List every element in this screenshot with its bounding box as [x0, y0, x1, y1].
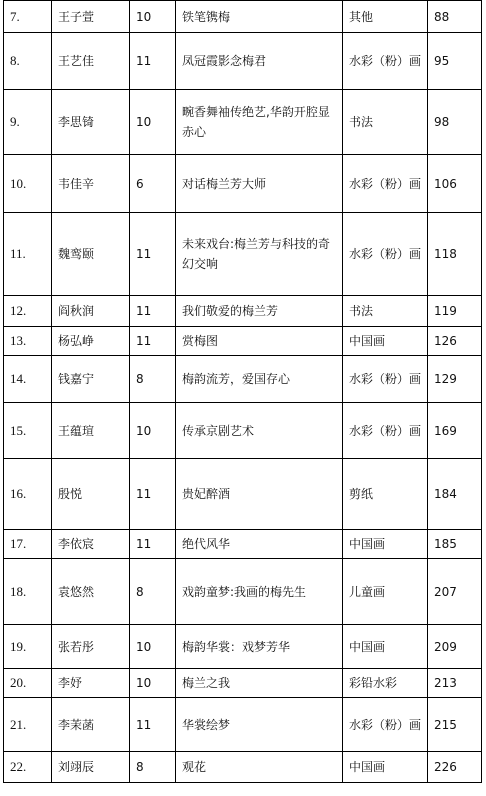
entry-number: 184 [428, 459, 482, 530]
row-number: 8. [4, 33, 52, 90]
artwork-title: 畹香舞袖传绝艺,华韵开腔显赤心 [176, 90, 343, 155]
artwork-title: 戏韵童梦:我画的梅先生 [176, 559, 343, 625]
student-name: 殷悦 [52, 459, 130, 530]
student-age: 11 [130, 530, 176, 559]
artwork-title: 贵妃醉酒 [176, 459, 343, 530]
student-age: 11 [130, 698, 176, 752]
entry-number: 213 [428, 669, 482, 698]
artwork-title: 绝代风华 [176, 530, 343, 559]
table-row [4, 296, 482, 327]
row-number: 10. [4, 155, 52, 213]
student-name: 阎秋润 [52, 296, 130, 327]
artwork-category: 其他 [343, 1, 428, 33]
student-age: 10 [130, 90, 176, 155]
row-number: 11. [4, 213, 52, 296]
row-number: 12. [4, 296, 52, 327]
row-number: 13. [4, 327, 52, 356]
student-age: 11 [130, 296, 176, 327]
student-name: 袁悠然 [52, 559, 130, 625]
table-row [4, 459, 482, 530]
table-row [4, 356, 482, 403]
table-row [4, 213, 482, 296]
artwork-title: 观花 [176, 752, 343, 783]
artwork-title: 赏梅图 [176, 327, 343, 356]
entry-number: 106 [428, 155, 482, 213]
student-age: 6 [130, 155, 176, 213]
row-number: 17. [4, 530, 52, 559]
artwork-category: 水彩（粉）画 [343, 213, 428, 296]
artwork-title: 梅兰之我 [176, 669, 343, 698]
artwork-category: 剪纸 [343, 459, 428, 530]
student-name: 张若彤 [52, 625, 130, 669]
table-row [4, 625, 482, 669]
artwork-title: 华裳绘梦 [176, 698, 343, 752]
entry-number: 88 [428, 1, 482, 33]
row-number: 15. [4, 403, 52, 459]
row-number: 18. [4, 559, 52, 625]
table-row [4, 33, 482, 90]
table-row [4, 327, 482, 356]
student-name: 王子萱 [52, 1, 130, 33]
student-name: 魏鸾颐 [52, 213, 130, 296]
entry-number: 215 [428, 698, 482, 752]
entry-number: 118 [428, 213, 482, 296]
student-name: 钱嘉宁 [52, 356, 130, 403]
artwork-title: 铁笔镌梅 [176, 1, 343, 33]
student-age: 8 [130, 752, 176, 783]
row-number: 22. [4, 752, 52, 783]
student-name: 李思锜 [52, 90, 130, 155]
student-age: 10 [130, 625, 176, 669]
artwork-category: 水彩（粉）画 [343, 155, 428, 213]
artwork-category: 中国画 [343, 625, 428, 669]
student-age: 11 [130, 459, 176, 530]
student-age: 8 [130, 559, 176, 625]
artwork-category: 中国画 [343, 530, 428, 559]
row-number: 7. [4, 1, 52, 33]
artwork-category: 水彩（粉）画 [343, 356, 428, 403]
entry-number: 129 [428, 356, 482, 403]
artwork-title: 梅韵流芳，爱国存心 [176, 356, 343, 403]
table-row [4, 155, 482, 213]
student-name: 杨弘峥 [52, 327, 130, 356]
row-number: 19. [4, 625, 52, 669]
entry-number: 126 [428, 327, 482, 356]
entry-number: 185 [428, 530, 482, 559]
artwork-category: 水彩（粉）画 [343, 698, 428, 752]
student-name: 王艺佳 [52, 33, 130, 90]
student-name: 王蕴瑄 [52, 403, 130, 459]
student-age: 10 [130, 403, 176, 459]
row-number: 20. [4, 669, 52, 698]
row-number: 9. [4, 90, 52, 155]
table-row [4, 698, 482, 752]
artwork-title: 未来戏台:梅兰芳与科技的奇幻交响 [176, 213, 343, 296]
table-row [4, 90, 482, 155]
table-row [4, 530, 482, 559]
results-table [3, 0, 482, 783]
artwork-title: 对话梅兰芳大师 [176, 155, 343, 213]
results-table-body [4, 1, 482, 783]
artwork-title: 我们敬爱的梅兰芳 [176, 296, 343, 327]
student-name: 韦佳辛 [52, 155, 130, 213]
entry-number: 98 [428, 90, 482, 155]
artwork-category: 书法 [343, 296, 428, 327]
row-number: 16. [4, 459, 52, 530]
artwork-category: 水彩（粉）画 [343, 33, 428, 90]
entry-number: 226 [428, 752, 482, 783]
artwork-category: 书法 [343, 90, 428, 155]
artwork-category: 儿童画 [343, 559, 428, 625]
table-row [4, 559, 482, 625]
table-row [4, 669, 482, 698]
artwork-title: 梅韵华裳：戏梦芳华 [176, 625, 343, 669]
entry-number: 169 [428, 403, 482, 459]
artwork-category: 中国画 [343, 327, 428, 356]
student-name: 李依宸 [52, 530, 130, 559]
student-age: 8 [130, 356, 176, 403]
student-age: 10 [130, 1, 176, 33]
artwork-title: 传承京剧艺术 [176, 403, 343, 459]
student-age: 10 [130, 669, 176, 698]
student-name: 李茉菡 [52, 698, 130, 752]
student-age: 11 [130, 213, 176, 296]
student-name: 李妤 [52, 669, 130, 698]
entry-number: 95 [428, 33, 482, 90]
artwork-category: 中国画 [343, 752, 428, 783]
entry-number: 209 [428, 625, 482, 669]
table-row [4, 752, 482, 783]
table-row [4, 1, 482, 33]
student-name: 刘翊辰 [52, 752, 130, 783]
entry-number: 119 [428, 296, 482, 327]
artwork-category: 水彩（粉）画 [343, 403, 428, 459]
student-age: 11 [130, 33, 176, 90]
entry-number: 207 [428, 559, 482, 625]
artwork-category: 彩铅水彩 [343, 669, 428, 698]
row-number: 21. [4, 698, 52, 752]
artwork-title: 凤冠霞影念梅君 [176, 33, 343, 90]
table-row [4, 403, 482, 459]
student-age: 11 [130, 327, 176, 356]
row-number: 14. [4, 356, 52, 403]
